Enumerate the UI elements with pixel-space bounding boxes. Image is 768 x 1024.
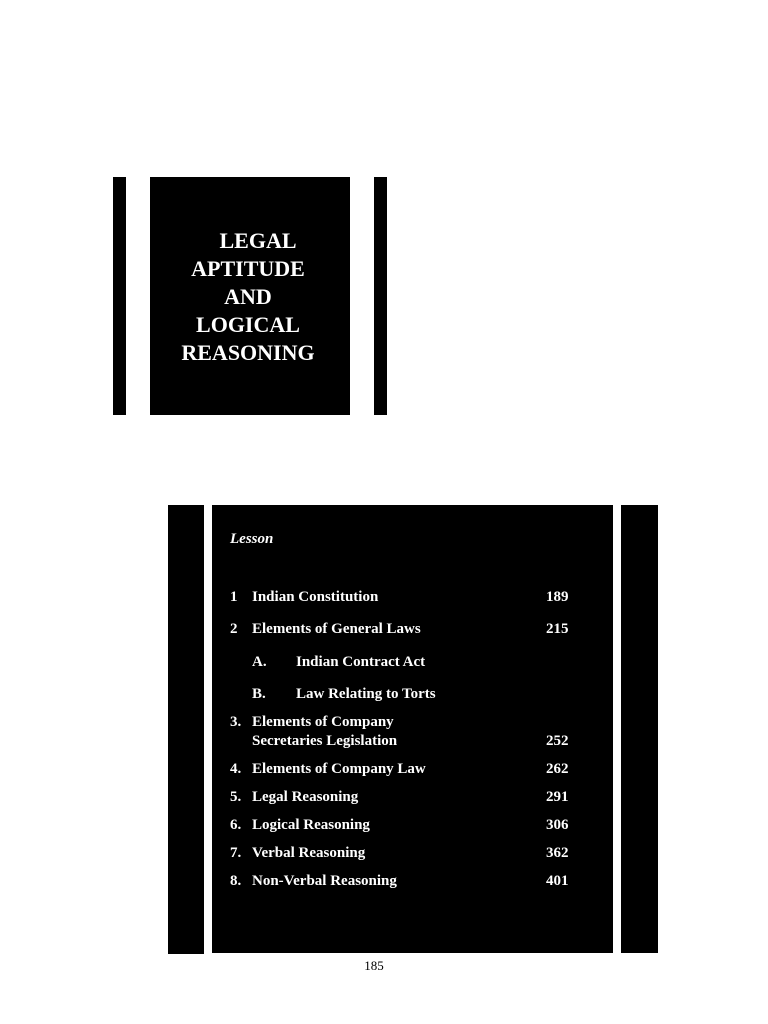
contents-subentry (230, 652, 590, 672)
title-left-bar (113, 177, 126, 415)
contents-entry (230, 712, 590, 732)
section-title (150, 227, 346, 367)
entry-title: Logical Reasoning (252, 817, 370, 833)
entry-number: 8. (230, 873, 242, 889)
entry-title: Indian Contract Act (296, 654, 426, 670)
entry-number: 5. (230, 789, 242, 805)
entry-title: Elements of Company (252, 714, 394, 730)
entry-number: 4. (230, 761, 242, 777)
entry-title: Law Relating to Torts (296, 686, 436, 702)
entry-title: Legal Reasoning (252, 789, 359, 805)
entry-page: 215 (546, 621, 569, 637)
contents-entry (230, 815, 590, 835)
entry-number: A. (252, 654, 267, 670)
entry-page: 252 (546, 733, 569, 749)
page-number: 185 (364, 958, 384, 973)
title-line-3: AND (224, 284, 272, 309)
contents-entry (230, 619, 590, 639)
entry-number: 3. (230, 714, 242, 730)
entry-page: 306 (546, 817, 569, 833)
title-line-2: APTITUDE (191, 256, 305, 281)
contents-left-bar (168, 505, 204, 954)
entry-title: Secretaries Legislation (252, 733, 398, 749)
entry-number: B. (252, 686, 266, 702)
contents-entry (230, 787, 590, 807)
title-line-1: LEGAL (219, 228, 297, 253)
entry-title: Non-Verbal Reasoning (252, 873, 397, 889)
entry-page: 291 (546, 789, 569, 805)
entry-page: 262 (546, 761, 569, 777)
contents-entry (230, 587, 590, 607)
contents-right-bar (621, 505, 658, 953)
title-line-4: LOGICAL (196, 312, 300, 337)
entry-title: Elements of General Laws (252, 621, 421, 637)
entry-page: 362 (546, 845, 569, 861)
entry-number: 1 (230, 589, 238, 605)
entry-page: 401 (546, 873, 569, 889)
entry-title: Elements of Company Law (252, 761, 426, 777)
contents-entry (230, 843, 590, 863)
contents-subentry (230, 684, 590, 704)
entry-number: 6. (230, 817, 242, 833)
entry-title: Indian Constitution (252, 589, 379, 605)
entry-page: 189 (546, 589, 569, 605)
title-right-bar (374, 177, 387, 415)
title-line-5: REASONING (181, 340, 315, 365)
entry-number: 2 (230, 621, 238, 637)
contents-entry (230, 871, 590, 891)
contents-heading: Lesson (230, 531, 274, 547)
entry-title: Verbal Reasoning (252, 845, 366, 861)
entry-number: 7. (230, 845, 242, 861)
contents-entry-continued (230, 731, 590, 751)
contents-entry (230, 759, 590, 779)
